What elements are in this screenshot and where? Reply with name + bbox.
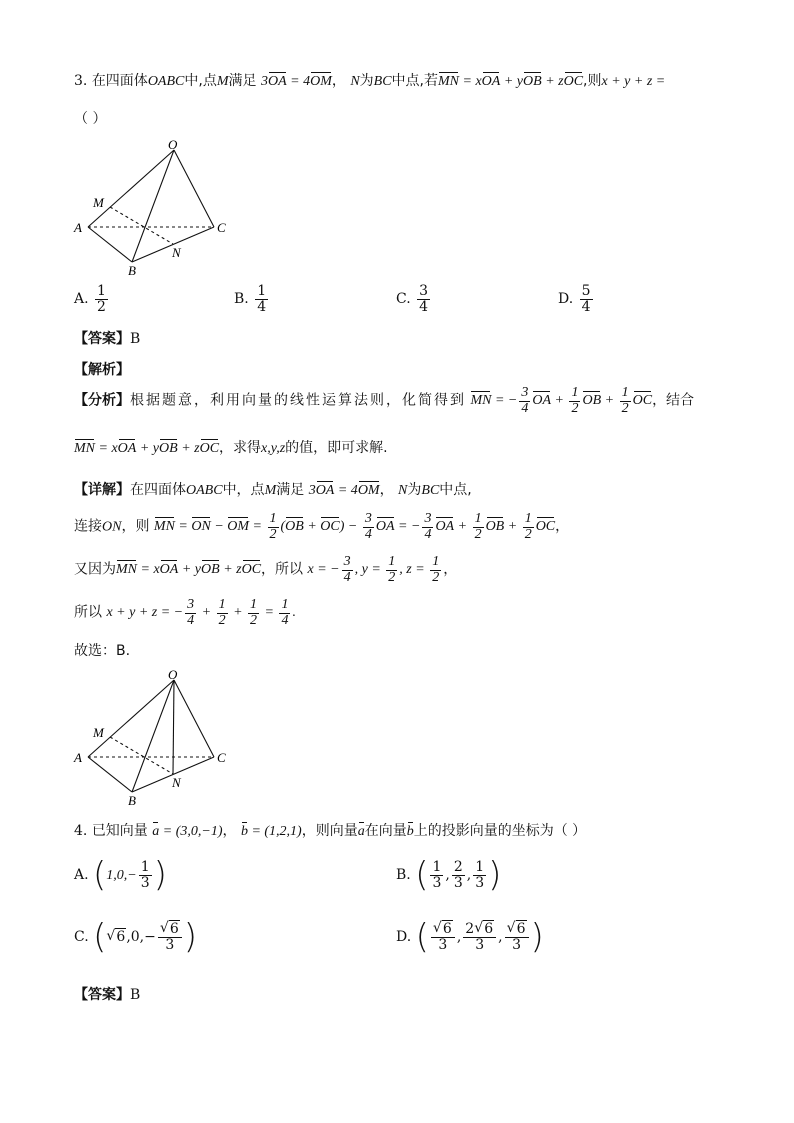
stem-text: 上的投影向量的坐标为（ ） bbox=[413, 823, 587, 839]
q3-choose: 故选：B. bbox=[74, 643, 131, 659]
stem-text: ,则 bbox=[583, 73, 602, 89]
q4-option-b: B. ( $\frac{1}{3}$ , $\frac{2}{3}$ , $\frac{1}{3}$ ) bbox=[396, 855, 502, 895]
segment-bc: BC bbox=[373, 74, 392, 89]
answer-tag: 【答案】 bbox=[74, 987, 130, 1003]
q4-option-d: D. ( √ $\frac{6}{3}$ , $\frac{2√ 6}{3}$ , √ $\frac{6}{3}$ ) bbox=[396, 920, 544, 954]
label-m: M bbox=[93, 725, 104, 740]
tetrahedron-figure-1 bbox=[72, 138, 242, 278]
label-a: A bbox=[74, 220, 82, 235]
fenxi-text: 根据题意，利用向量的线性运算法则，化简得到 bbox=[130, 392, 466, 409]
option-label: A. bbox=[74, 867, 89, 883]
q3-stem-line1 bbox=[74, 70, 665, 90]
q3-detail-line3: 又因为MN = xOA + yOB + zOC，所以 x = − $\frac{3}{4}$ , y = $\frac{1}{2}$ , z = $\frac{1}{2}$ ， bbox=[74, 554, 458, 585]
stem-text: ， bbox=[222, 823, 237, 839]
q3-analysis-tag: 【解析】 bbox=[74, 362, 130, 378]
stem-text: 在四面体 bbox=[91, 73, 148, 89]
detail-text: 在四面体 bbox=[130, 482, 186, 498]
fenxi-text: ，求得 bbox=[219, 440, 262, 456]
detail-text: 满足 bbox=[276, 482, 305, 498]
q3-fenxi-line1 bbox=[74, 386, 694, 416]
q3-detail-line4 bbox=[74, 598, 296, 628]
detail-text: 连接 bbox=[74, 518, 102, 535]
point-m: M bbox=[216, 74, 229, 89]
fenxi-text: 的值，即可求解. bbox=[285, 440, 388, 456]
stem-text: ， bbox=[331, 73, 346, 89]
condition-expr: 3OA = 4OM bbox=[260, 74, 332, 89]
label-n: N bbox=[172, 245, 181, 260]
option-label: D. bbox=[396, 929, 412, 945]
stem-text: 已知向量 bbox=[91, 823, 148, 839]
q3-detail-line2: 连接ON，则 MN = ON − OM = $\frac{1}{2}$ (OB + OC) − $\frac{3}{4}$ OA = − $\frac{3}{4}$ OA + $\frac{1}{2}$ OB + $\frac{1}{2}$ OC， bbox=[74, 511, 570, 542]
detail-text: 所以 bbox=[74, 604, 102, 621]
option-value: $\frac{5}{4}$ bbox=[581, 283, 591, 315]
detail-text: 为 bbox=[407, 482, 422, 498]
option-label: C. bbox=[74, 929, 89, 945]
point-n: N bbox=[398, 483, 408, 498]
option-label: C. bbox=[396, 291, 411, 308]
stem-text: ，则向量 bbox=[301, 823, 358, 839]
sum-result: x + y + z = − $\frac{3}{4}$ + $\frac{1}{2}$ + $\frac{1}{2}$ = $\frac{1}{4}$ . bbox=[106, 597, 296, 628]
option-label: A. bbox=[74, 291, 89, 308]
label-o: O bbox=[168, 668, 178, 682]
label-b: B bbox=[128, 793, 136, 808]
option-value: $\frac{1}{2}$ bbox=[97, 283, 106, 315]
q3-detail-line1 bbox=[74, 479, 472, 499]
detail-tag: 【详解】 bbox=[74, 482, 130, 498]
answer-tag: 【答案】 bbox=[74, 331, 130, 347]
detail-text: 又因为 bbox=[74, 561, 116, 578]
detail-text: ，所以 bbox=[261, 561, 304, 578]
fenxi-tag: 【分析】 bbox=[74, 392, 130, 409]
stem-text: 中,点 bbox=[184, 73, 217, 89]
option-value: $\frac{1}{4}$ bbox=[257, 283, 267, 315]
option-label: B. bbox=[234, 291, 249, 308]
ask-expr: x + y + z = bbox=[601, 74, 666, 89]
q4-stem: 4. 已知向量 a = (3,0,−1)， b = (1,2,1)，则向量a在向量b上的投影向量的坐标为（ ） bbox=[74, 823, 587, 839]
point-m: M bbox=[264, 483, 277, 498]
fenxi-vars: x,y,z bbox=[261, 441, 286, 456]
stem-text: 满足 bbox=[228, 73, 257, 89]
q4-option-a: A. (1,0,− $\frac{1}{3}$ ) bbox=[74, 855, 167, 895]
xyz-values: x = − $\frac{3}{4}$ , y = $\frac{1}{2}$ , z = $\frac{1}{2}$ bbox=[307, 554, 440, 585]
tetrahedron-figure-2 bbox=[72, 668, 242, 808]
mn-expr: MN = xOA + yOB + zOC bbox=[116, 562, 262, 578]
q4-answer bbox=[74, 984, 140, 1004]
label-m: M bbox=[93, 195, 104, 210]
point-n: N bbox=[350, 74, 360, 89]
question-number: 4. bbox=[74, 823, 88, 839]
detail-derivation: MN = ON − OM = $\frac{1}{2}$ (OB + OC) − $\frac{3}{4}$ OA = − $\frac{3}{4}$ OA + $\frac{1}{2}$ OB + $\frac{1}{2}$ OC bbox=[153, 511, 556, 542]
fenxi-text: ，结合 bbox=[652, 392, 695, 409]
vector-b: b = (1,2,1) bbox=[240, 824, 302, 839]
label-a: A bbox=[74, 750, 82, 765]
option-value: $\frac{3}{4}$ bbox=[419, 283, 429, 315]
label-c: C bbox=[217, 220, 226, 235]
q4-option-c: C. (√ 6,0,− √ $\frac{6}{3}$ ) bbox=[74, 920, 197, 954]
detail-text: ，则 bbox=[121, 518, 150, 535]
fenxi-expr: MN = − $\frac{3}{4}$ OA + $\frac{1}{2}$ OB + $\frac{1}{2}$ OC bbox=[470, 385, 653, 416]
stem-text: 为 bbox=[359, 73, 374, 89]
label-o: O bbox=[168, 138, 178, 152]
answer-value: B bbox=[130, 331, 141, 347]
option-label: D. bbox=[558, 291, 574, 308]
vector-a: a = (3,0,−1) bbox=[152, 824, 223, 839]
answer-value: B bbox=[130, 987, 141, 1003]
condition-expr: 3OA = 4OM bbox=[308, 483, 380, 498]
tetrahedron-name: OABC bbox=[147, 74, 185, 89]
detail-text: ， bbox=[379, 482, 394, 498]
q3-answer bbox=[74, 328, 140, 348]
label-n: N bbox=[172, 775, 181, 790]
label-b: B bbox=[128, 263, 136, 278]
q3-fenxi-line2 bbox=[74, 437, 388, 457]
question-number: 3. bbox=[74, 73, 88, 89]
mn-expr: MN = xOA + yOB + zOC bbox=[438, 74, 584, 89]
q3-option-d bbox=[558, 284, 595, 314]
detail-text: 中点, bbox=[439, 482, 472, 498]
mn-expr: MN = xOA + yOB + zOC bbox=[74, 441, 220, 456]
label-c: C bbox=[217, 750, 226, 765]
stem-text: 在向量 bbox=[364, 823, 407, 839]
q3-blank: （ ） bbox=[74, 111, 107, 127]
detail-text: 中，点 bbox=[222, 482, 265, 498]
q3-option-a bbox=[74, 284, 110, 314]
option-label: B. bbox=[396, 867, 411, 883]
segment-on: ON bbox=[102, 519, 122, 535]
stem-text: 中点,若 bbox=[391, 73, 438, 89]
tetrahedron-name: OABC bbox=[186, 483, 223, 498]
q3-option-b bbox=[234, 284, 270, 314]
q3-option-c bbox=[396, 284, 432, 314]
segment-bc: BC bbox=[421, 483, 440, 498]
